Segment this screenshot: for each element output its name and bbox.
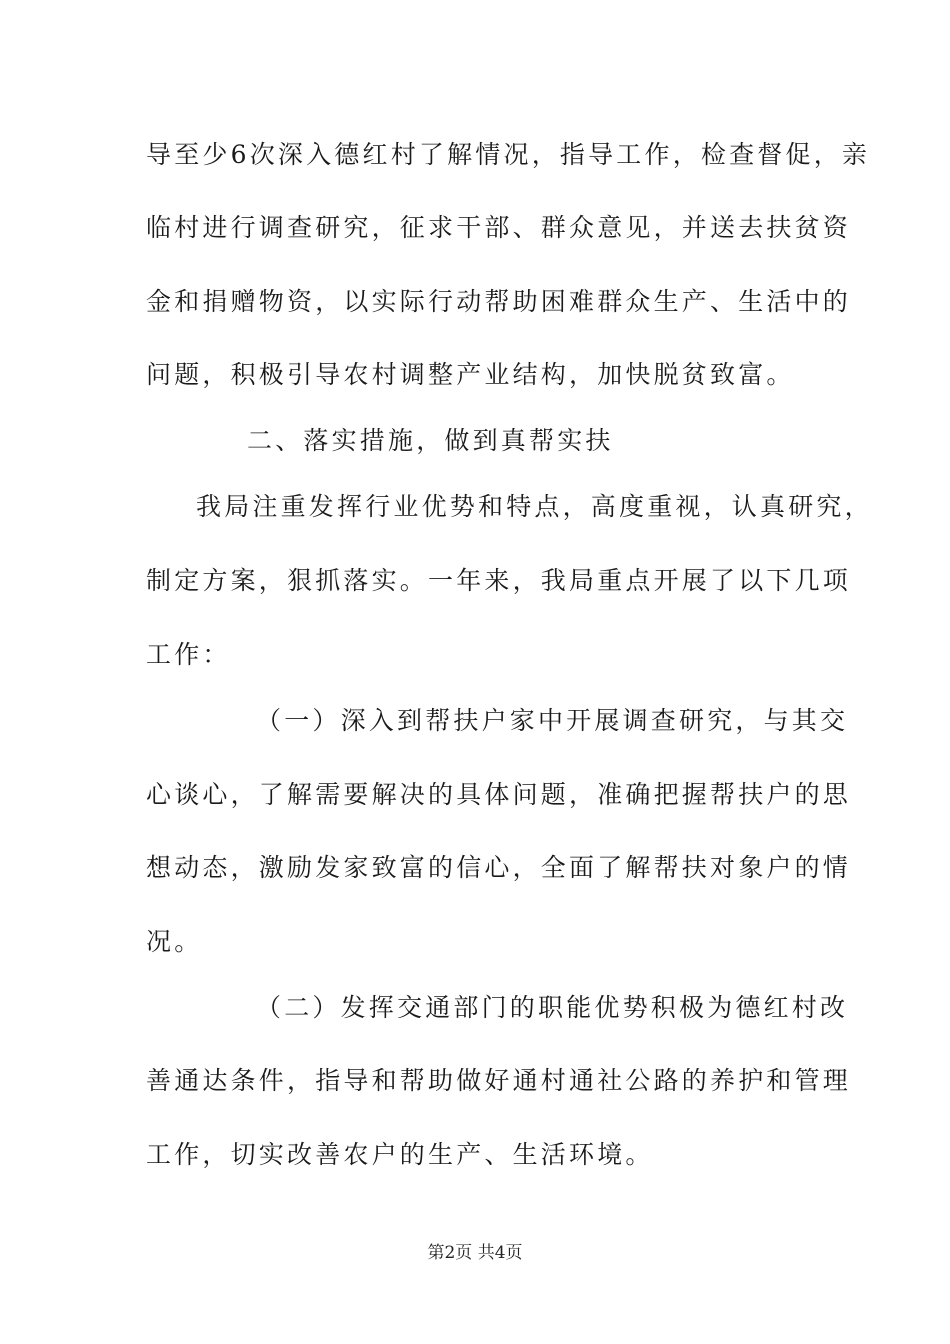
body-text-line: 我局注重发挥行业优势和特点，高度重视，认真研究，: [196, 492, 873, 521]
body-text-line: 工作：: [146, 640, 231, 669]
body-text-line: 导至少6次深入德红村了解情况，指导工作，检查督促，亲: [146, 140, 871, 169]
body-text-line: 善通达条件，指导和帮助做好通村通社公路的养护和管理: [146, 1066, 852, 1095]
body-text-line: 工作，切实改善农户的生产、生活环境。: [146, 1140, 654, 1169]
body-text-line: 制定方案，狠抓落实。一年来，我局重点开展了以下几项: [146, 566, 852, 595]
body-text-line: 临村进行调查研究，征求干部、群众意见，并送去扶贫资: [146, 213, 852, 242]
page-number-footer: 第2页 共4页: [427, 1243, 523, 1263]
subsection-heading: （一）深入到帮扶户家中开展调查研究，与其交: [256, 706, 849, 735]
body-text-line: 金和捐赠物资，以实际行动帮助困难群众生产、生活中的: [146, 287, 852, 316]
body-text-line: 问题，积极引导农村调整产业结构，加快脱贫致富。: [146, 360, 795, 389]
body-text-line: 心谈心，了解需要解决的具体问题，准确把握帮扶户的思: [146, 780, 852, 809]
section-heading: 二、落实措施，做到真帮实扶: [247, 426, 614, 455]
subsection-heading: （二）发挥交通部门的职能优势积极为德红村改: [256, 993, 849, 1022]
body-text-line: 想动态，激励发家致富的信心，全面了解帮扶对象户的情: [146, 853, 852, 882]
body-text-line: 况。: [146, 927, 203, 956]
